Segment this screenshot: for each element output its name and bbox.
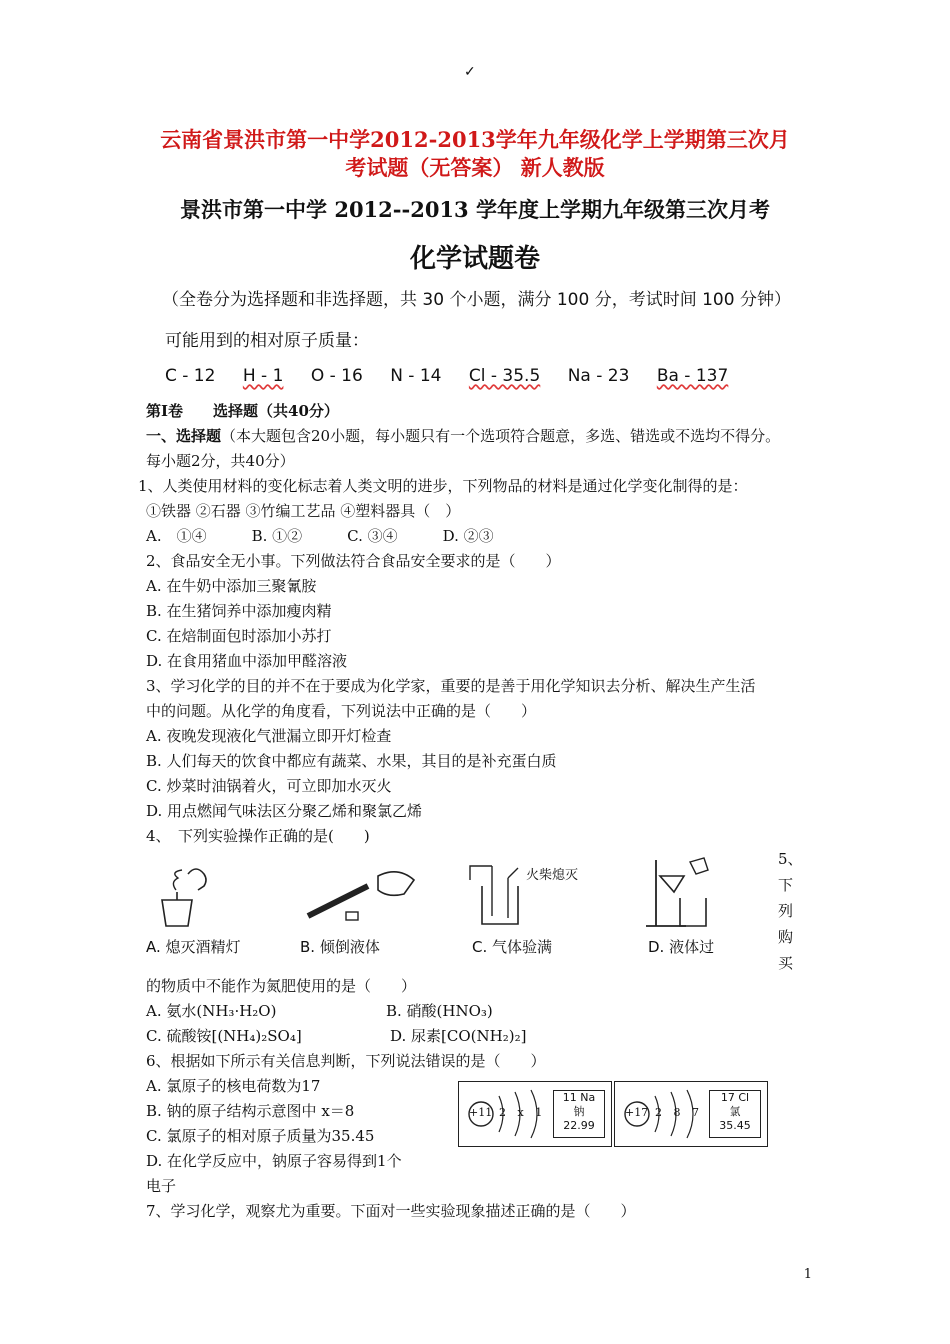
q3-stem-2: 中的问题。从化学的角度看，下列说法中正确的是（ ） bbox=[146, 702, 537, 720]
check-mark: ✓ bbox=[464, 64, 476, 80]
q4-stem: 4、 下列实验操作正确的是( ) bbox=[146, 827, 370, 845]
q5-char: 购 bbox=[778, 928, 794, 946]
q7-stem: 7、学习化学，观察尤为重要。下面对一些实验现象描述正确的是（ ） bbox=[146, 1202, 636, 1220]
q5-option-a: A. 氨水(NH₃·H₂O) bbox=[146, 1002, 277, 1020]
doc-title-line1: 云南省景洪市第一中学2012-2013学年九年级化学上学期第三次月 bbox=[160, 127, 790, 152]
instructions-line2: 每小题2分，共40分） bbox=[146, 452, 295, 470]
doc-title-line2: 考试题（无答案） 新人教版 bbox=[345, 155, 605, 180]
q2-option-d: D. 在食用猪血中添加甲醛溶液 bbox=[146, 652, 348, 670]
mass-na: Na - 23 bbox=[567, 366, 630, 386]
q5-char: 列 bbox=[778, 902, 794, 920]
q5-option-d: D. 尿素[CO(NH₂)₂] bbox=[390, 1027, 527, 1045]
q5-option-c: C. 硫酸铵[(NH₄)₂SO₄] bbox=[146, 1027, 302, 1045]
fig-d-caption: D. 液体过 bbox=[648, 938, 715, 956]
q1-options: A. ①④ B. ①② C. ③④ D. ②③ bbox=[146, 527, 494, 545]
sodium-shells: 2 x 1 bbox=[499, 1106, 547, 1119]
q5-option-b: B. 硝酸(HNO₃) bbox=[386, 1002, 493, 1020]
mass-ba: Ba - 137 bbox=[656, 366, 729, 386]
chlorine-mass: 35.45 bbox=[719, 1119, 751, 1132]
sodium-mass: 22.99 bbox=[563, 1119, 595, 1132]
fig-c bbox=[456, 856, 596, 956]
sodium-name: 钠 bbox=[573, 1105, 585, 1118]
q3-option-a: A. 夜晚发现液化气泄漏立即开灯检查 bbox=[146, 727, 392, 745]
paper-title: 化学试题卷 bbox=[409, 244, 540, 274]
chlorine-number: 17 Cl bbox=[720, 1091, 750, 1104]
masses-label: 可能用到的相对原子质量： bbox=[165, 331, 369, 351]
chlorine-name: 氯 bbox=[729, 1105, 741, 1118]
q1-items: ①铁器 ②石器 ③竹编工艺品 ④塑料器具（ ） bbox=[146, 502, 461, 520]
instructions bbox=[146, 425, 780, 446]
pouring-liquid-figure bbox=[288, 856, 428, 936]
chlorine-shells: 2 8 7 bbox=[655, 1106, 703, 1119]
q2-option-b: B. 在生猪饲养中添加瘦肉精 bbox=[146, 602, 332, 620]
q2-option-a: A. 在牛奶中添加三聚氰胺 bbox=[146, 577, 317, 595]
q4-figures bbox=[140, 856, 760, 966]
q5-vertical-text bbox=[778, 846, 803, 976]
chlorine-info-box bbox=[614, 1081, 768, 1147]
instructions-body: （本大题包含20小题，每小题只有一个选项符合题意，多选、错选或不选均不得分。 bbox=[221, 427, 781, 445]
fig-c-match-label: 火柴熄灭 bbox=[526, 868, 579, 883]
q6-option-d-cont: 电子 bbox=[146, 1177, 177, 1195]
q2-option-c: C. 在焙制面包时添加小苏打 bbox=[146, 627, 332, 645]
fig-d bbox=[640, 856, 780, 956]
filtration-figure bbox=[640, 856, 760, 936]
sodium-info-box bbox=[458, 1081, 612, 1147]
q6-option-b: B. 钠的原子结构示意图中 x＝8 bbox=[146, 1102, 355, 1120]
q5-stem: 的物质中不能作为氮肥使用的是（ ） bbox=[146, 977, 417, 995]
q5-char: 下 bbox=[778, 876, 794, 894]
chlorine-element-card bbox=[709, 1090, 761, 1138]
q6-option-c: C. 氯原子的相对原子质量为35.45 bbox=[146, 1127, 375, 1145]
atomic-masses bbox=[165, 366, 750, 386]
mass-c: C - 12 bbox=[165, 366, 216, 386]
q5-char: 5 bbox=[778, 850, 788, 868]
atom-structure-figure bbox=[458, 1081, 768, 1147]
sodium-element-card bbox=[553, 1090, 605, 1138]
chlorine-nucleus: +17 bbox=[625, 1106, 649, 1119]
q6-option-a: A. 氯原子的核电荷数为17 bbox=[146, 1077, 321, 1095]
q6-option-d: D. 在化学反应中，钠原子容易得到1个 bbox=[146, 1152, 402, 1170]
q1-stem: 1、人类使用材料的变化标志着人类文明的进步，下列物品的材料是通过化学变化制得的是： bbox=[138, 477, 748, 495]
fig-b-caption: B. 倾倒液体 bbox=[300, 938, 380, 956]
fig-a-caption: A. 熄灭酒精灯 bbox=[146, 938, 241, 956]
fig-c-caption: C. 气体验满 bbox=[472, 938, 553, 956]
q6-stem: 6、根据如下所示有关信息判断，下列说法错误的是（ ） bbox=[146, 1052, 546, 1070]
paper-note: （全卷分为选择题和非选择题，共 30 个小题，满分 100 分，考试时间 100 分钟） bbox=[162, 290, 791, 310]
instructions-head: 一、选择题 bbox=[146, 427, 222, 445]
q3-stem-1: 3、学习化学的目的并不在于要成为化学家，重要的是善于用化学知识去分析、解决生产生活 bbox=[146, 677, 756, 695]
q5-char: 买 bbox=[778, 954, 794, 972]
q3-option-b: B. 人们每天的饮食中都应有蔬菜、水果，其目的是补充蛋白质 bbox=[146, 752, 557, 770]
sodium-number: 11 Na bbox=[562, 1091, 596, 1104]
q5-char: 、 bbox=[787, 850, 803, 868]
q2-stem: 2、食品安全无小事。下列做法符合食品安全要求的是（ ） bbox=[146, 552, 561, 570]
fig-a bbox=[140, 856, 280, 956]
mass-o: O - 16 bbox=[310, 366, 363, 386]
fig-b bbox=[288, 856, 428, 956]
school-header: 景洪市第一中学 2012--2013 学年度上学期九年级第三次月考 bbox=[180, 197, 770, 222]
mass-cl: Cl - 35.5 bbox=[468, 366, 541, 386]
alcohol-lamp-blowing-figure bbox=[140, 856, 280, 936]
page-number: 1 bbox=[803, 1267, 812, 1282]
mass-n: N - 14 bbox=[390, 366, 442, 386]
sodium-nucleus: +11 bbox=[469, 1106, 493, 1119]
mass-h: H - 1 bbox=[242, 366, 284, 386]
q3-option-c: C. 炒菜时油锅着火，可立即加水灭火 bbox=[146, 777, 392, 795]
section-heading: 第Ⅰ卷 选择题（共40分） bbox=[146, 402, 339, 420]
q3-option-d: D. 用点燃闻气味法区分聚乙烯和聚氯乙烯 bbox=[146, 802, 423, 820]
